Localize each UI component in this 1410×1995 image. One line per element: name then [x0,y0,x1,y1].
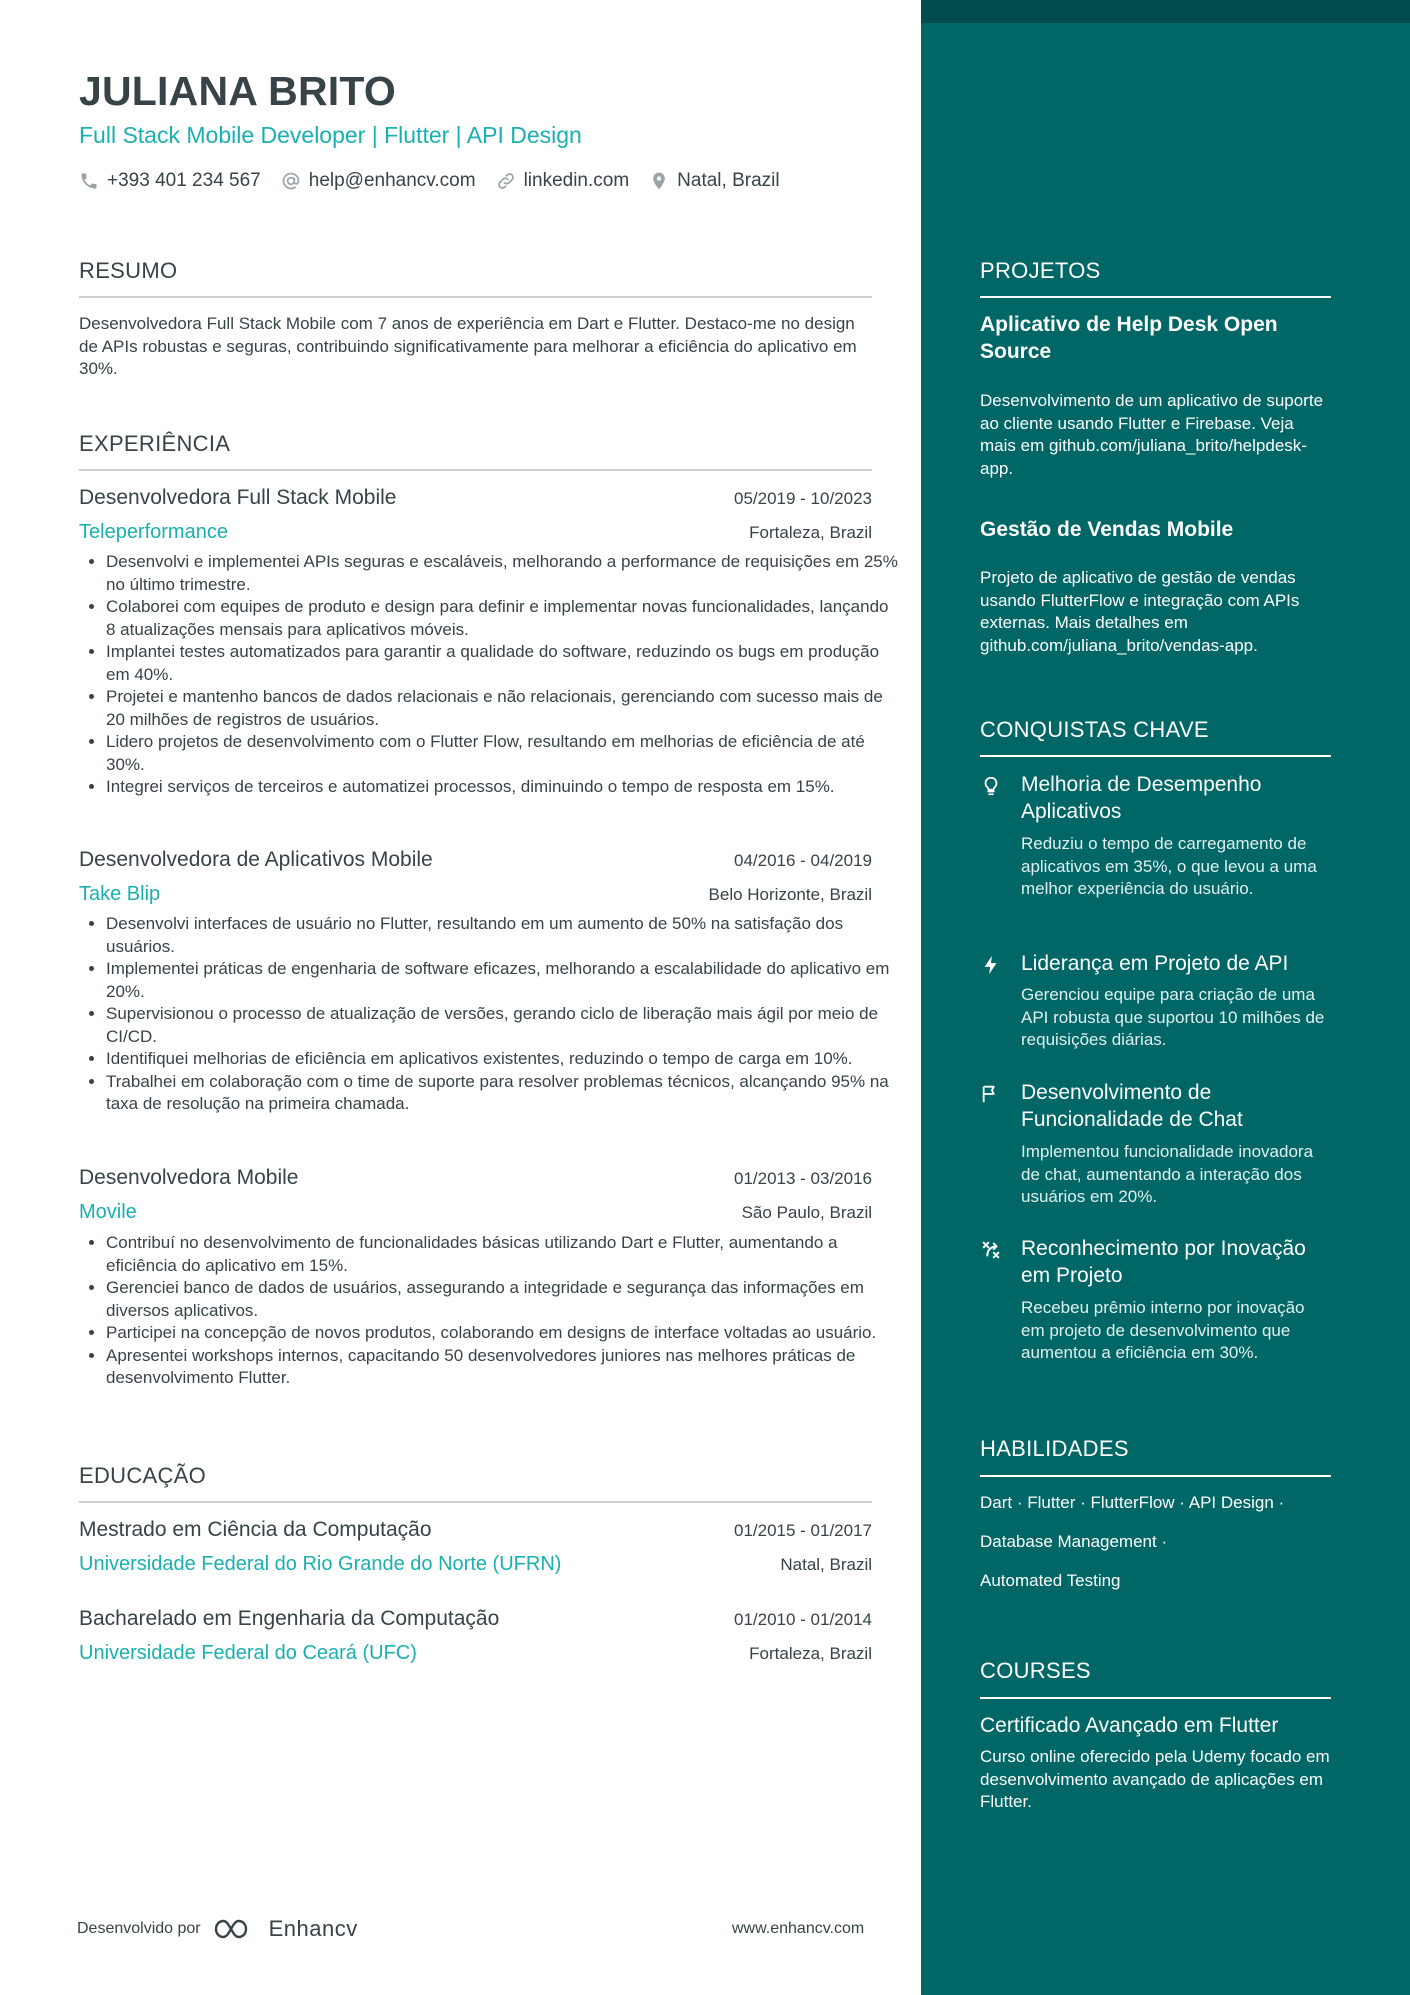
bullet: • Implementei práticas de engenharia de software eficazes, melhorando a escalabilidade do aplicativo em 20%. [106,958,899,1003]
footer-built-with: Desenvolvido por [77,1920,201,1937]
bullet: • Desenvolvi interfaces de usuário no Flutter, resultando em um aumento de 50% na satisfação dos usuários. [106,913,899,958]
bullet: • Apresentei workshops internos, capacitando 50 desenvolvedores juniores nas melhores práticas de desenvolvimento Flutter. [106,1345,899,1390]
projects-title: PROJETOS [980,258,1101,283]
bullet: • Contribuí no desenvolvimento de funcionalidades básicas utilizando Dart e Flutter, aumentando a eficiência do aplicativo em 15%. [106,1232,899,1277]
experience-title: EXPERIÊNCIA [79,431,231,456]
footer-credit [77,1916,358,1942]
education-header [79,1607,872,1631]
courses-title: COURSES [980,1658,1091,1683]
job-company: Teleperformance [79,521,228,543]
education-subheader [79,1642,872,1665]
summary-title: RESUMO [79,258,178,283]
courses-divider [980,1697,1331,1699]
bullet: • Supervisionou o processo de atualização de versões, gerando ciclo de liberação mais ágil por meio de CI/CD. [106,1003,899,1048]
contact-bar [79,170,800,192]
skills-line: Dart · Flutter · FlutterFlow · API Design · [980,1493,1285,1512]
course-title: Certificado Avançado em Flutter [980,1714,1279,1737]
footer-brand[interactable]: Enhancv [268,1916,358,1941]
job-role: Desenvolvedora Mobile [79,1166,299,1189]
job-dates: 04/2016 - 04/2019 [733,851,872,870]
bullet: • Participei na concepção de novos produtos, colaborando em designs de interface voltadas ao usuário. [106,1322,899,1345]
bullet: • Integrei serviços de terceiros e automatizei processos, diminuindo o tempo de resposta em 15%. [106,776,899,799]
job-location: Belo Horizonte, Brazil [708,885,872,904]
candidate-name: JULIANA BRITO [79,68,396,114]
phone-text: +393 401 234 567 [107,170,261,191]
job-dates: 01/2013 - 03/2016 [733,1169,872,1188]
job-header [79,486,872,510]
job-location: Fortaleza, Brazil [749,523,872,542]
education-header [79,1518,872,1542]
bullet: • Gerenciei banco de dados de usuários, assegurando a integridade e segurança das informações em diversos aplicativos. [106,1277,899,1322]
bullet: • Lidero projetos de desenvolvimento com o Flutter Flow, resultando em melhorias de eficiência de até 30%. [106,731,899,776]
education-degree: Mestrado em Ciência da Computação [79,1518,432,1541]
lightbulb-icon [980,775,1002,797]
bullet: • Projetei e mantenho bancos de dados relacionais e não relacionais, gerenciando com sucesso mais de 20 milhões de registros de usuários. [106,686,899,731]
job-header [79,848,872,872]
bullet: • Colaborei com equipes de produto e design para definir e implementar novas funcionalidades, lançando 8 atualizações mensais para aplicativos móveis. [106,596,899,641]
job-role: Desenvolvedora de Aplicativos Mobile [79,848,433,871]
job-bullets [79,913,899,1116]
achievement-title: Melhoria de Desempenho Aplicativos [1021,773,1262,823]
job-company: Take Blip [79,883,161,905]
education-dates: 01/2010 - 01/2014 [733,1610,872,1629]
summary-divider [79,296,872,298]
job-subheader [79,883,872,906]
job-header [79,1166,872,1190]
flag-icon [980,1083,1002,1105]
lightning-icon [980,954,1002,976]
bullet: • Desenvolvi e implementei APIs seguras e escaláveis, melhorando a performance de requisições em 25% no último trimestre. [106,551,899,596]
headline: Full Stack Mobile Developer | Flutter | API Design [79,122,582,148]
skills-divider [980,1475,1331,1477]
education-degree: Bacharelado em Engenharia da Computação [79,1607,500,1630]
project-title: Aplicativo de Help Desk Open Source [980,313,1278,363]
project-text: Projeto de aplicativo de gestão de vendas usando FlutterFlow e integração com APIs externas. Mais detalhes em github.com/juliana_brito/vendas-app. [980,568,1300,655]
education-location: Natal, Brazil [780,1555,872,1574]
education-divider [79,1501,872,1503]
location-pin-icon [649,171,669,191]
skills-line: Database Management · [980,1532,1168,1551]
footer-website[interactable]: www.enhancv.com [732,1920,865,1937]
job-location: São Paulo, Brazil [741,1203,872,1222]
education-subheader [79,1553,872,1576]
skills-line: Automated Testing [980,1571,1121,1590]
course-text: Curso online oferecido pela Udemy focado em desenvolvimento avançado de aplicações em Flutter. [980,1747,1330,1811]
bullet: • Implantei testes automatizados para garantir a qualidade do software, reduzindo os bugs em produção em 40%. [106,641,899,686]
contact-link[interactable] [496,170,630,192]
strategy-icon [980,1239,1002,1261]
achievement-text: Gerenciou equipe para criação de uma API robusta que suportou 10 milhões de requisições diárias. [1021,985,1325,1049]
skills-title: HABILIDADES [980,1436,1129,1461]
sidebar [921,0,1410,1995]
experience-divider [79,469,872,471]
achievement-text: Recebeu prêmio interno por inovação em projeto de desenvolvimento que aumentou a eficiência em 30%. [1021,1298,1305,1362]
job-subheader [79,1201,872,1224]
contact-location [649,170,779,192]
education-dates: 01/2015 - 01/2017 [733,1521,872,1540]
achievement-text: Reduziu o tempo de carregamento de aplicativos em 35%, o que levou a uma melhor experiência do usuário. [1021,834,1317,898]
achievement-title: Liderança em Projeto de API [1021,952,1289,975]
phone-icon [79,171,99,191]
job-bullets [79,1232,899,1390]
achievement-title: Reconhecimento por Inovação em Projeto [1021,1237,1306,1287]
job-bullets [79,551,899,799]
achievements-divider [980,755,1331,757]
achievements-title: CONQUISTAS CHAVE [980,717,1209,742]
link-text: linkedin.com [523,170,630,191]
education-school: Universidade Federal do Ceará (UFC) [79,1642,417,1664]
project-text: Desenvolvimento de um aplicativo de suporte ao cliente usando Flutter e Firebase. Veja mais em github.com/juliana_brito/helpdesk-app. [980,391,1324,478]
achievement-title: Desenvolvimento de Funcionalidade de Chat [1021,1081,1243,1131]
projects-divider [980,296,1331,298]
job-subheader [79,521,872,544]
sidebar-top-bar [921,0,1410,23]
achievement-text: Implementou funcionalidade inovadora de chat, aumentando a interação dos usuários em 20%. [1021,1142,1314,1206]
enhancv-logo-icon [213,1917,259,1941]
education-school: Universidade Federal do Rio Grande do Norte (UFRN) [79,1553,562,1575]
location-text: Natal, Brazil [677,170,780,191]
contact-phone[interactable] [79,170,261,192]
link-icon [496,171,516,191]
project-title: Gestão de Vendas Mobile [980,518,1234,541]
bullet: • Trabalhei em colaboração com o time de suporte para resolver problemas técnicos, alcançando 95% na taxa de resolução na primeira chamada. [106,1071,899,1116]
email-text: help@enhancv.com [308,170,476,191]
job-company: Movile [79,1201,137,1223]
at-icon [281,171,301,191]
job-role: Desenvolvedora Full Stack Mobile [79,486,397,509]
job-dates: 05/2019 - 10/2023 [733,489,872,508]
bullet: • Identifiquei melhorias de eficiência em aplicativos existentes, reduzindo o tempo de carga em 10%. [106,1048,899,1071]
contact-email[interactable] [281,170,476,192]
education-location: Fortaleza, Brazil [749,1644,872,1663]
summary-text: Desenvolvedora Full Stack Mobile com 7 anos de experiência em Dart e Flutter. Destaco-me no design de APIs robustas e seguras, contribuindo significativamente para melhorar a eficiência do aplicativo em 30%. [79,314,857,378]
education-title: EDUCAÇÃO [79,1463,207,1488]
